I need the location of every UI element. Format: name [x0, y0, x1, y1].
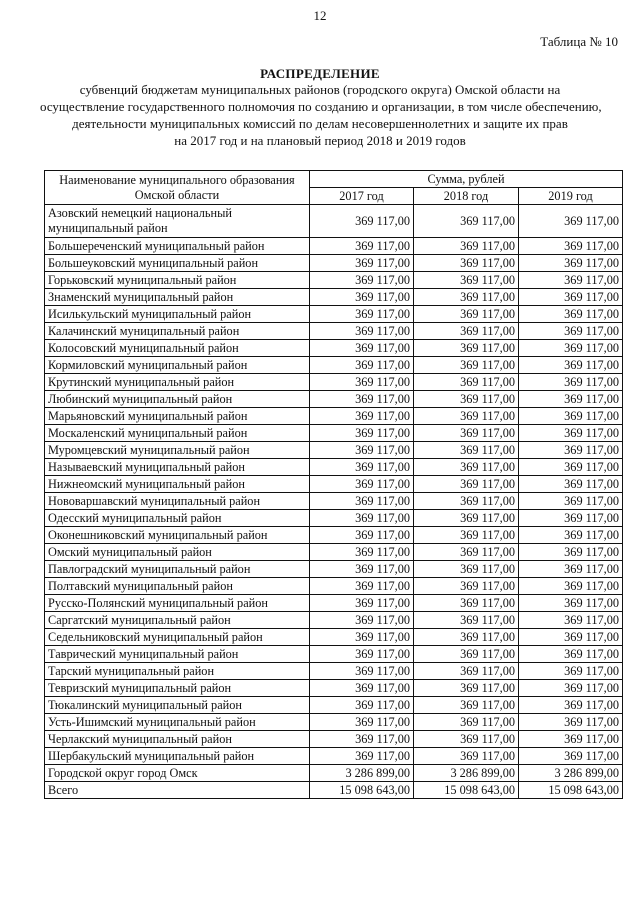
- municipality-cell: Тевризский муниципальный район: [45, 680, 310, 697]
- amount-2017-cell: 369 117,00: [310, 510, 414, 527]
- table-row: [45, 714, 623, 731]
- amount-2017-cell: 15 098 643,00: [310, 782, 414, 799]
- municipality-cell: Москаленский муниципальный район: [45, 425, 310, 442]
- municipality-cell: Кормиловский муниципальный район: [45, 357, 310, 374]
- amount-2018-cell: 369 117,00: [414, 340, 519, 357]
- amount-2018-cell: 369 117,00: [414, 408, 519, 425]
- amount-2017-cell: 369 117,00: [310, 697, 414, 714]
- table-row: [45, 748, 623, 765]
- subtitle-line: осуществление государственного полномочия по созданию и организации, в том числе обеспечению,: [40, 99, 602, 114]
- header-municipality: Наименование муниципального образования Омской области: [45, 171, 310, 205]
- municipality-cell: Городской округ город Омск: [45, 765, 310, 782]
- amount-2018-cell: 3 286 899,00: [414, 765, 519, 782]
- table-row: [45, 476, 623, 493]
- amount-2018-cell: 369 117,00: [414, 731, 519, 748]
- subtitle-line: субвенций бюджетам муниципальных районов (городского округа) Омской области на: [79, 82, 561, 97]
- amount-2018-cell: 369 117,00: [414, 357, 519, 374]
- municipality-cell: Русско-Полянский муниципальный район: [45, 595, 310, 612]
- table-row: [45, 374, 623, 391]
- table-row: [45, 765, 623, 782]
- header-year-2018: 2018 год: [414, 188, 519, 205]
- amount-2017-cell: 369 117,00: [310, 646, 414, 663]
- distribution-table: [44, 170, 623, 799]
- municipality-cell: Одесский муниципальный район: [45, 510, 310, 527]
- table-row: [45, 425, 623, 442]
- amount-2017-cell: 369 117,00: [310, 289, 414, 306]
- table-row: [45, 255, 623, 272]
- amount-2019-cell: 369 117,00: [519, 493, 623, 510]
- municipality-cell: Колосовский муниципальный район: [45, 340, 310, 357]
- table-row: [45, 629, 623, 646]
- amount-2017-cell: 369 117,00: [310, 340, 414, 357]
- amount-2019-cell: 369 117,00: [519, 408, 623, 425]
- amount-2019-cell: 369 117,00: [519, 459, 623, 476]
- header-sum: Сумма, рублей: [310, 171, 623, 188]
- header-year-2017: 2017 год: [310, 188, 414, 205]
- amount-2017-cell: 369 117,00: [310, 731, 414, 748]
- table-row: [45, 697, 623, 714]
- amount-2019-cell: 369 117,00: [519, 306, 623, 323]
- amount-2018-cell: 369 117,00: [414, 646, 519, 663]
- amount-2019-cell: 369 117,00: [519, 323, 623, 340]
- amount-2017-cell: 369 117,00: [310, 595, 414, 612]
- amount-2017-cell: 369 117,00: [310, 425, 414, 442]
- amount-2018-cell: 369 117,00: [414, 544, 519, 561]
- municipality-cell: Крутинский муниципальный район: [45, 374, 310, 391]
- municipality-cell: Всего: [45, 782, 310, 799]
- table-row: [45, 238, 623, 255]
- municipality-cell: Саргатский муниципальный район: [45, 612, 310, 629]
- amount-2017-cell: 369 117,00: [310, 476, 414, 493]
- amount-2018-cell: 369 117,00: [414, 289, 519, 306]
- amount-2019-cell: 369 117,00: [519, 697, 623, 714]
- table-row: [45, 561, 623, 578]
- amount-2019-cell: 369 117,00: [519, 748, 623, 765]
- amount-2019-cell: 369 117,00: [519, 612, 623, 629]
- amount-2018-cell: 369 117,00: [414, 680, 519, 697]
- amount-2017-cell: 369 117,00: [310, 612, 414, 629]
- amount-2019-cell: 369 117,00: [519, 510, 623, 527]
- amount-2017-cell: 369 117,00: [310, 357, 414, 374]
- municipality-cell: Горьковский муниципальный район: [45, 272, 310, 289]
- municipality-cell: Знаменский муниципальный район: [45, 289, 310, 306]
- municipality-cell: Тарский муниципальный район: [45, 663, 310, 680]
- amount-2019-cell: 369 117,00: [519, 205, 623, 238]
- amount-2018-cell: 369 117,00: [414, 476, 519, 493]
- table-row: [45, 205, 623, 238]
- amount-2018-cell: 369 117,00: [414, 205, 519, 238]
- amount-2019-cell: 369 117,00: [519, 629, 623, 646]
- municipality-cell: Павлоградский муниципальный район: [45, 561, 310, 578]
- amount-2018-cell: 369 117,00: [414, 374, 519, 391]
- table-row: [45, 663, 623, 680]
- amount-2017-cell: 369 117,00: [310, 748, 414, 765]
- amount-2019-cell: 3 286 899,00: [519, 765, 623, 782]
- table-row: [45, 391, 623, 408]
- amount-2019-cell: 369 117,00: [519, 561, 623, 578]
- amount-2017-cell: 369 117,00: [310, 442, 414, 459]
- amount-2019-cell: 369 117,00: [519, 289, 623, 306]
- amount-2019-cell: 369 117,00: [519, 646, 623, 663]
- municipality-cell: Любинский муниципальный район: [45, 391, 310, 408]
- table-row: [45, 493, 623, 510]
- municipality-cell: Таврический муниципальный район: [45, 646, 310, 663]
- municipality-cell: Большеуковский муниципальный район: [45, 255, 310, 272]
- table-row: [45, 459, 623, 476]
- table-row: [45, 510, 623, 527]
- amount-2019-cell: 15 098 643,00: [519, 782, 623, 799]
- table-row: [45, 408, 623, 425]
- table-row: [45, 323, 623, 340]
- amount-2017-cell: 369 117,00: [310, 306, 414, 323]
- subtitle-line: на 2017 год и на плановый период 2018 и 2019 годов: [174, 133, 466, 148]
- municipality-cell: Тюкалинский муниципальный район: [45, 697, 310, 714]
- table-row: [45, 289, 623, 306]
- table-body: [45, 205, 623, 799]
- amount-2018-cell: 369 117,00: [414, 714, 519, 731]
- amount-2019-cell: 369 117,00: [519, 527, 623, 544]
- amount-2018-cell: 15 098 643,00: [414, 782, 519, 799]
- amount-2017-cell: 369 117,00: [310, 205, 414, 238]
- amount-2019-cell: 369 117,00: [519, 442, 623, 459]
- amount-2018-cell: 369 117,00: [414, 578, 519, 595]
- table-row: [45, 357, 623, 374]
- page-number: 12: [313, 8, 327, 23]
- municipality-cell: Шербакульский муниципальный район: [45, 748, 310, 765]
- amount-2017-cell: 369 117,00: [310, 238, 414, 255]
- table-row: [45, 272, 623, 289]
- amount-2019-cell: 369 117,00: [519, 663, 623, 680]
- municipality-cell: Марьяновский муниципальный район: [45, 408, 310, 425]
- amount-2019-cell: 369 117,00: [519, 238, 623, 255]
- amount-2019-cell: 369 117,00: [519, 544, 623, 561]
- amount-2018-cell: 369 117,00: [414, 561, 519, 578]
- amount-2017-cell: 369 117,00: [310, 323, 414, 340]
- amount-2018-cell: 369 117,00: [414, 748, 519, 765]
- table-row: [45, 612, 623, 629]
- amount-2018-cell: 369 117,00: [414, 629, 519, 646]
- municipality-cell: Калачинский муниципальный район: [45, 323, 310, 340]
- table-row: [45, 578, 623, 595]
- amount-2017-cell: 369 117,00: [310, 578, 414, 595]
- amount-2018-cell: 369 117,00: [414, 663, 519, 680]
- amount-2017-cell: 369 117,00: [310, 527, 414, 544]
- amount-2019-cell: 369 117,00: [519, 680, 623, 697]
- amount-2017-cell: 3 286 899,00: [310, 765, 414, 782]
- amount-2017-cell: 369 117,00: [310, 459, 414, 476]
- amount-2018-cell: 369 117,00: [414, 493, 519, 510]
- amount-2018-cell: 369 117,00: [414, 425, 519, 442]
- amount-2019-cell: 369 117,00: [519, 476, 623, 493]
- amount-2019-cell: 369 117,00: [519, 731, 623, 748]
- municipality-cell: Называевский муниципальный район: [45, 459, 310, 476]
- amount-2019-cell: 369 117,00: [519, 425, 623, 442]
- municipality-cell: Нововаршавский муниципальный район: [45, 493, 310, 510]
- municipality-cell: Омский муниципальный район: [45, 544, 310, 561]
- amount-2018-cell: 369 117,00: [414, 306, 519, 323]
- municipality-cell: Полтавский муниципальный район: [45, 578, 310, 595]
- amount-2019-cell: 369 117,00: [519, 357, 623, 374]
- amount-2017-cell: 369 117,00: [310, 629, 414, 646]
- amount-2017-cell: 369 117,00: [310, 714, 414, 731]
- amount-2017-cell: 369 117,00: [310, 493, 414, 510]
- amount-2017-cell: 369 117,00: [310, 680, 414, 697]
- subtitle-line: деятельности муниципальных комиссий по делам несовершеннолетних и защите их прав: [72, 116, 568, 131]
- municipality-cell: Большереченский муниципальный район: [45, 238, 310, 255]
- amount-2018-cell: 369 117,00: [414, 510, 519, 527]
- document-title: РАСПРЕДЕЛЕНИЕ: [260, 66, 380, 81]
- amount-2018-cell: 369 117,00: [414, 697, 519, 714]
- amount-2017-cell: 369 117,00: [310, 408, 414, 425]
- amount-2019-cell: 369 117,00: [519, 595, 623, 612]
- amount-2019-cell: 369 117,00: [519, 578, 623, 595]
- table-row: [45, 731, 623, 748]
- amount-2019-cell: 369 117,00: [519, 374, 623, 391]
- amount-2017-cell: 369 117,00: [310, 272, 414, 289]
- header-year-2019: 2019 год: [519, 188, 623, 205]
- amount-2017-cell: 369 117,00: [310, 663, 414, 680]
- amount-2019-cell: 369 117,00: [519, 340, 623, 357]
- amount-2017-cell: 369 117,00: [310, 561, 414, 578]
- amount-2017-cell: 369 117,00: [310, 374, 414, 391]
- table-row: [45, 680, 623, 697]
- table-row: [45, 442, 623, 459]
- table-row: [45, 595, 623, 612]
- table-number: Таблица № 10: [540, 34, 618, 49]
- table-row: [45, 340, 623, 357]
- amount-2018-cell: 369 117,00: [414, 459, 519, 476]
- municipality-cell: Азовский немецкий национальный муниципальный район: [45, 205, 310, 238]
- table-row: [45, 527, 623, 544]
- amount-2018-cell: 369 117,00: [414, 595, 519, 612]
- amount-2017-cell: 369 117,00: [310, 391, 414, 408]
- amount-2017-cell: 369 117,00: [310, 544, 414, 561]
- amount-2019-cell: 369 117,00: [519, 255, 623, 272]
- amount-2017-cell: 369 117,00: [310, 255, 414, 272]
- municipality-cell: Черлакский муниципальный район: [45, 731, 310, 748]
- amount-2018-cell: 369 117,00: [414, 323, 519, 340]
- document-subtitle: [40, 81, 600, 149]
- amount-2018-cell: 369 117,00: [414, 527, 519, 544]
- amount-2018-cell: 369 117,00: [414, 612, 519, 629]
- municipality-cell: Усть-Ишимский муниципальный район: [45, 714, 310, 731]
- amount-2019-cell: 369 117,00: [519, 391, 623, 408]
- municipality-cell: Муромцевский муниципальный район: [45, 442, 310, 459]
- amount-2018-cell: 369 117,00: [414, 442, 519, 459]
- amount-2019-cell: 369 117,00: [519, 714, 623, 731]
- amount-2018-cell: 369 117,00: [414, 391, 519, 408]
- amount-2018-cell: 369 117,00: [414, 238, 519, 255]
- table-row: [45, 306, 623, 323]
- table-row: [45, 782, 623, 799]
- amount-2019-cell: 369 117,00: [519, 272, 623, 289]
- municipality-cell: Исилькульский муниципальный район: [45, 306, 310, 323]
- amount-2018-cell: 369 117,00: [414, 272, 519, 289]
- table-row: [45, 544, 623, 561]
- table-row: [45, 646, 623, 663]
- municipality-cell: Оконешниковский муниципальный район: [45, 527, 310, 544]
- amount-2018-cell: 369 117,00: [414, 255, 519, 272]
- municipality-cell: Нижнеомский муниципальный район: [45, 476, 310, 493]
- municipality-cell: Седельниковский муниципальный район: [45, 629, 310, 646]
